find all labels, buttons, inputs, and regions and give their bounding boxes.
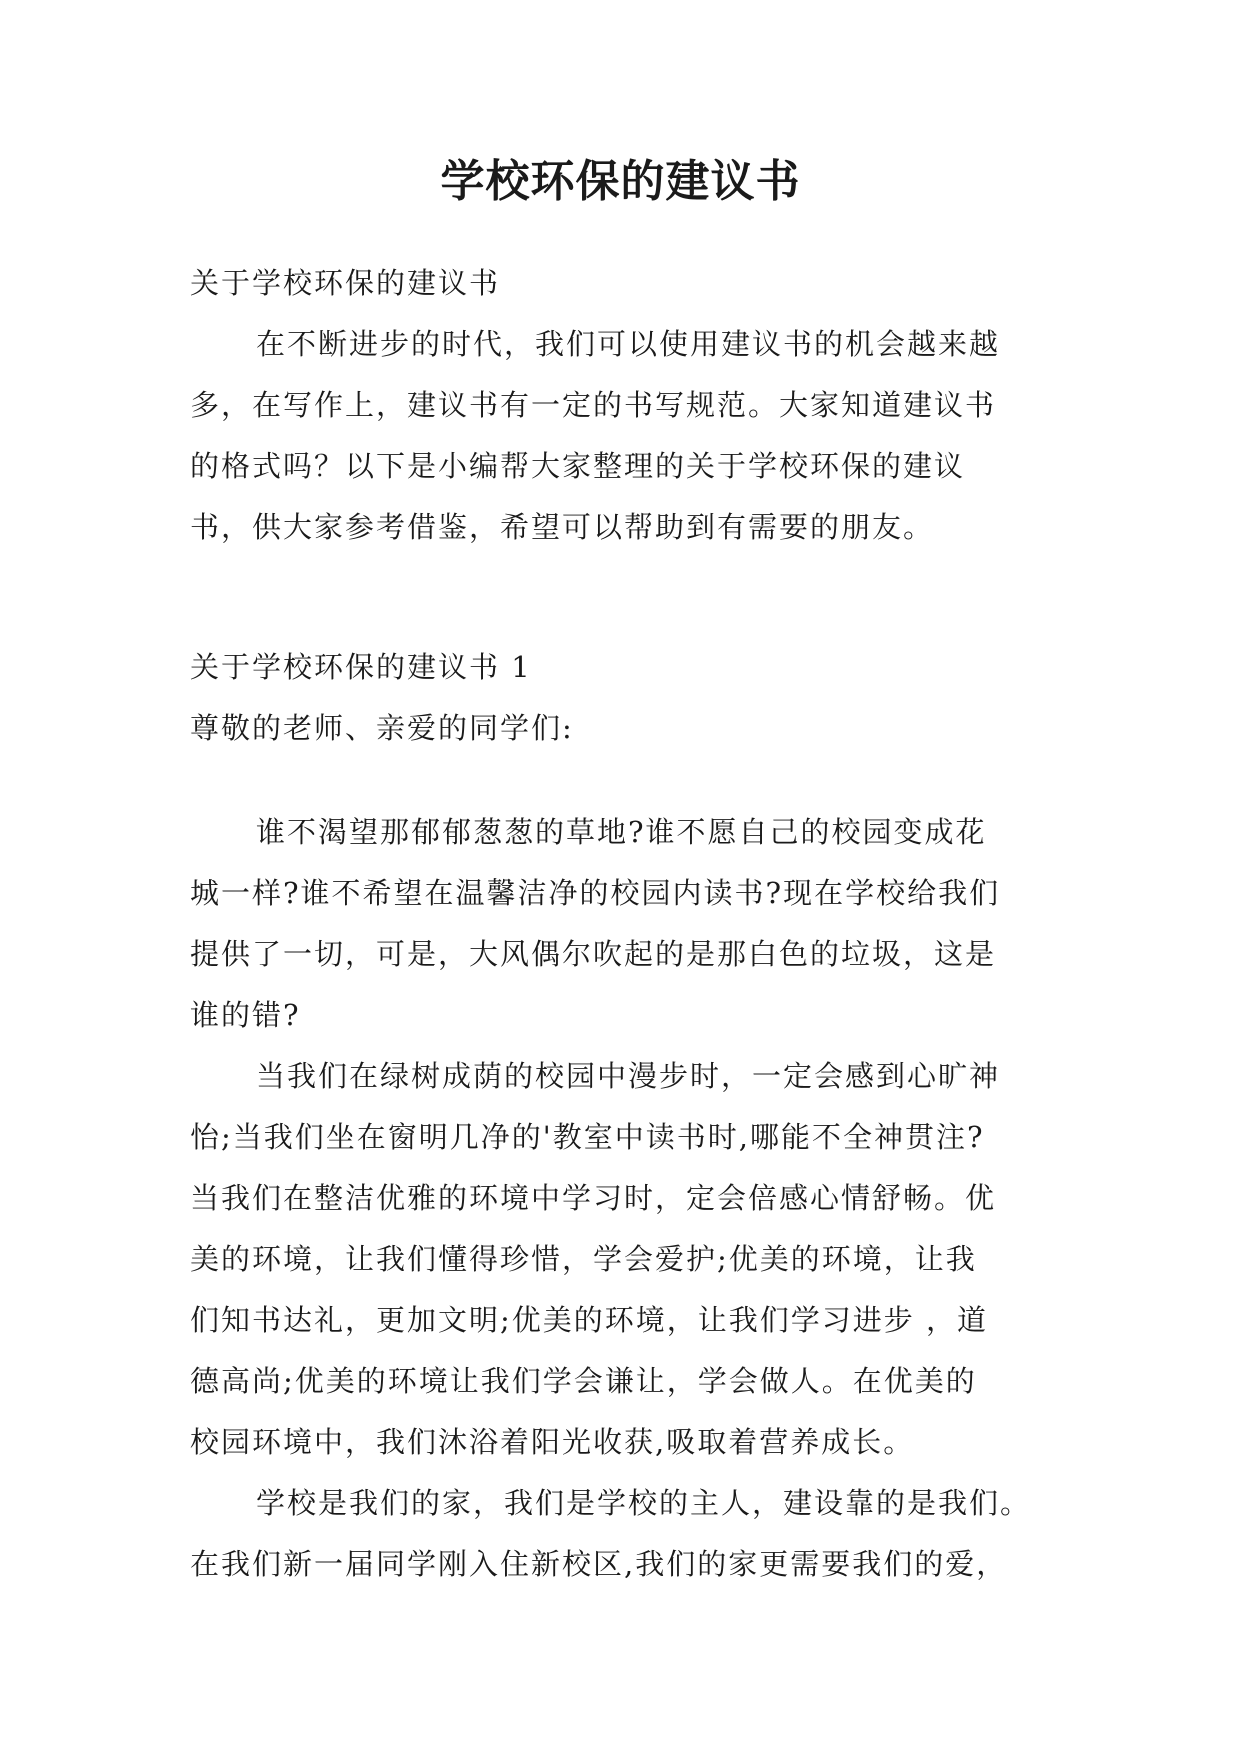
paragraph-line: 在我们新一届同学刚入住新校区,我们的家更需要我们的爱， [190,1547,1008,1581]
intro-line: 书，供大家参考借鉴，希望可以帮助到有需要的朋友。 [190,510,935,544]
intro-line: 在不断进步的时代，我们可以使用建议书的机会越来越 [256,327,1001,361]
subtitle: 关于学校环保的建议书 [190,266,501,300]
intro-line: 的格式吗？以下是小编帮大家整理的关于学校环保的建议 [190,449,966,483]
paragraph-line: 怡;当我们坐在窗明几净的'教室中读书时,哪能不全神贯注? [190,1120,985,1154]
paragraph-line: 德高尚;优美的环境让我们学会谦让，学会做人。在优美的 [190,1364,977,1398]
paragraph-line: 当我们在整洁优雅的环境中学习时，定会倍感心情舒畅。优 [190,1181,997,1215]
paragraph-line: 谁不渴望那郁郁葱葱的草地?谁不愿自己的校园变成花 [256,815,987,849]
section-heading: 关于学校环保的建议书 1 [190,650,532,684]
intro-block [190,253,1050,558]
paragraph-line: 校园环境中，我们沐浴着阳光收获,吸取着营养成长。 [190,1425,915,1459]
paragraph-line: 美的环境，让我们懂得珍惜，学会爱护;优美的环境，让我 [190,1242,977,1276]
salutation: 尊敬的老师、亲爱的同学们: [190,711,574,745]
body-paragraphs [190,802,1050,1595]
paragraph-line: 学校是我们的家，我们是学校的主人，建设靠的是我们。 [256,1486,1032,1520]
document-title: 学校环保的建议书 [440,156,801,207]
paragraph-line: 城一样?谁不希望在温馨洁净的校园内读书?现在学校给我们 [190,876,1001,910]
paragraph-line: 当我们在绿树成荫的校园中漫步时，一定会感到心旷神 [256,1059,1001,1093]
paragraph-line: 们知书达礼，更加文明;优美的环境，让我们学习进步 ，道 [190,1303,988,1337]
paragraph-line: 提供了一切，可是，大风偶尔吹起的是那白色的垃圾，这是 [190,937,997,971]
section-header-block [190,637,1050,759]
intro-line: 多，在写作上，建议书有一定的书写规范。大家知道建议书 [190,388,997,422]
paragraph-line: 谁的错? [190,998,301,1032]
